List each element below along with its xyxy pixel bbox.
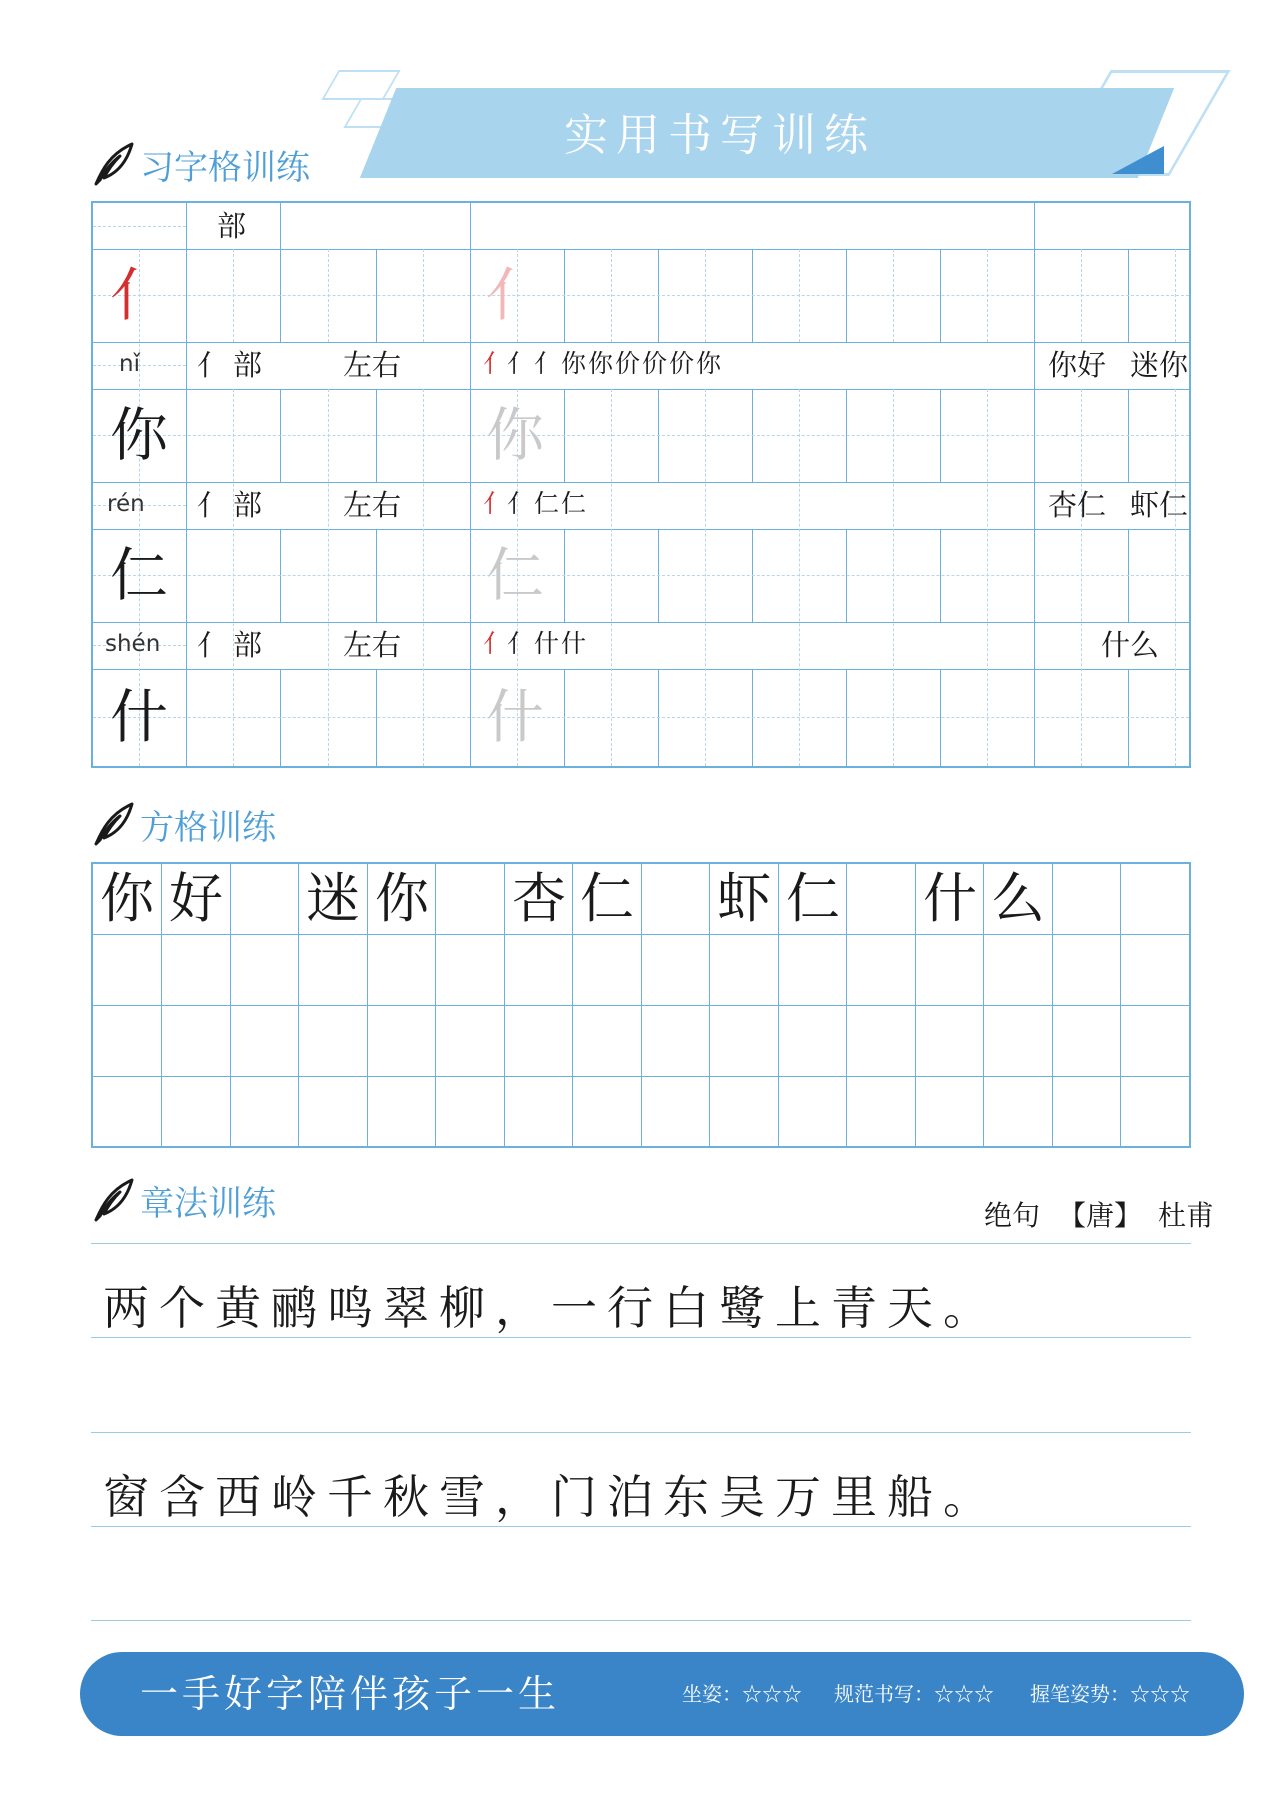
word: 迷你	[1130, 348, 1189, 382]
stroke-order: 亻亻你你价价价你	[507, 349, 724, 378]
square-char: 你	[375, 867, 429, 930]
section-title: 方格训练	[140, 807, 276, 848]
character-practice-grid	[91, 201, 1191, 768]
rating-posture: 坐姿：☆☆☆	[682, 1682, 802, 1706]
banner-corner	[1112, 146, 1164, 174]
radical-label: 部	[217, 209, 247, 243]
row-bu: 部	[233, 348, 263, 382]
poem-line: 两个黄鹂鸣翠柳，一行白鹭上青天。	[103, 1281, 999, 1335]
word: 虾仁	[1130, 488, 1189, 522]
square-practice-grid	[91, 862, 1191, 1148]
poem-title: 绝句	[984, 1199, 1041, 1232]
trace-char: 仁	[486, 541, 545, 609]
structure: 左右	[343, 628, 402, 662]
word: 杏仁	[1048, 488, 1107, 522]
structure: 左右	[343, 348, 402, 382]
quill-pen-icon	[92, 140, 138, 188]
radical-model: 亻	[110, 261, 169, 329]
section-heading-grid	[92, 138, 310, 190]
radical-trace: 亻	[486, 261, 545, 329]
stroke-order: 亻什什	[507, 629, 589, 658]
structure: 左右	[343, 488, 402, 522]
row-bu: 部	[233, 628, 263, 662]
pinyin: shén	[105, 631, 161, 657]
trace-char: 你	[486, 401, 545, 469]
pinyin: rén	[107, 491, 145, 517]
row-radical: 亻	[197, 488, 227, 522]
page-title: 实用书写训练	[564, 110, 876, 161]
poem-author: 杜甫	[1158, 1199, 1215, 1232]
poem-dynasty: 【唐】	[1058, 1199, 1143, 1232]
square-char: 好	[169, 867, 223, 930]
square-char: 你	[100, 867, 154, 930]
quill-pen-icon	[92, 800, 138, 848]
square-char: 迷	[306, 867, 360, 930]
stroke-first: 亻	[483, 489, 509, 518]
footer-slogan: 一手好字陪伴孩子一生	[140, 1672, 561, 1716]
quill-pen-icon	[92, 1176, 138, 1224]
row-radical: 亻	[197, 348, 227, 382]
square-char: 杏	[512, 867, 566, 930]
stroke-first: 亻	[483, 629, 509, 658]
section-title: 习字格训练	[140, 147, 310, 188]
section-heading-square	[92, 798, 276, 850]
pinyin: nǐ	[119, 351, 140, 377]
square-char: 什	[923, 867, 977, 930]
poem-line: 窗含西岭千秋雪，门泊东吴万里船。	[103, 1470, 999, 1524]
word: 什么	[1101, 628, 1160, 662]
square-char: 虾	[717, 867, 771, 930]
square-char: 么	[991, 867, 1045, 930]
square-char: 仁	[786, 867, 840, 930]
stroke-first: 亻	[483, 349, 509, 378]
model-char: 什	[110, 683, 169, 751]
rating-writing: 规范书写：☆☆☆	[834, 1682, 994, 1706]
row-bu: 部	[233, 488, 263, 522]
stroke-order: 亻仁仁	[507, 489, 589, 518]
rating-grip: 握笔姿势：☆☆☆	[1030, 1682, 1190, 1706]
model-char: 仁	[110, 541, 169, 609]
square-char: 仁	[580, 867, 634, 930]
model-char: 你	[110, 401, 169, 469]
word: 你好	[1048, 348, 1107, 382]
section-heading-composition	[92, 1174, 276, 1226]
row-radical: 亻	[197, 628, 227, 662]
section-title: 章法训练	[140, 1183, 276, 1224]
trace-char: 什	[486, 683, 545, 751]
